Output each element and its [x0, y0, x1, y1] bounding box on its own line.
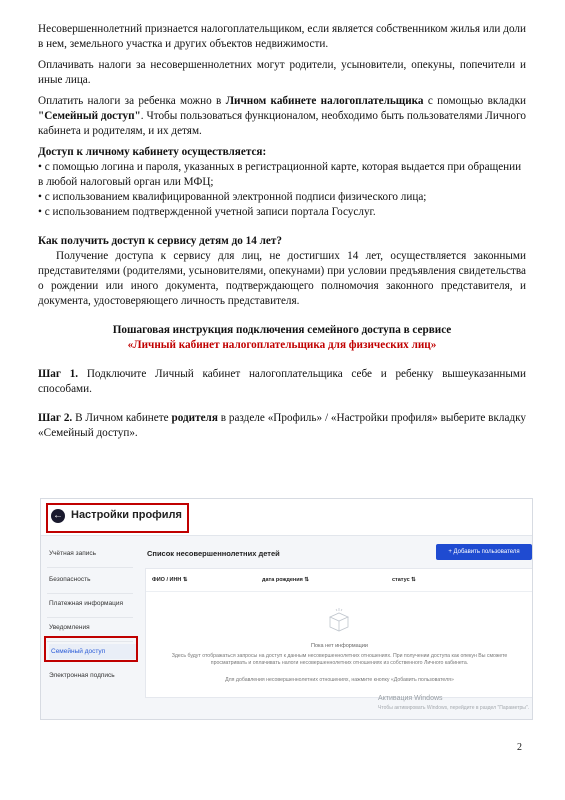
text-fragment: . Чтобы пользоваться функционалом, необходимо быть пользователями Личного кабинета и родителям, и их детям. [38, 110, 526, 137]
empty-state-description: Здесь будут отображаться запросы на доступ к данным несовершеннолетних отношениях. При получении доступа как опекун Вы сможете просматривать и оплачивать налоги несовершеннолетних отношениях из собственного Личного кабинета. [171, 653, 508, 666]
divider [47, 567, 133, 568]
access-item-gosuslugi: • с использованием подтвержденной учетной записи портала Госуслуг. [38, 206, 376, 218]
text-fragment: В Личном кабинете [72, 412, 172, 424]
emphasis-family-tab: "Семейный доступ" [38, 110, 141, 122]
empty-box-icon [327, 607, 351, 633]
document-body [38, 22, 526, 441]
access-heading: Доступ к личному кабинету осуществляется: [38, 146, 267, 158]
windows-activation-title: Активация Windows [378, 695, 443, 702]
screenshot-header [41, 499, 532, 536]
windows-activation-text: Чтобы активировать Windows, перейдите в раздел "Параметры". [378, 705, 530, 711]
column-header-status[interactable]: статус ⇅ [392, 577, 416, 583]
sidebar-item-e-signature[interactable]: Электронная подпись [49, 672, 115, 679]
access-item-login: • с помощью логина и пароля, указанных в регистрационной карте, которая выдается при обращении в любой налоговый орган или МФЦ; [38, 161, 522, 188]
access-item-signature: • с использованием квалифицированной электронной подписи физического лица; [38, 191, 427, 203]
step-2 [38, 411, 526, 441]
step-1 [38, 367, 526, 397]
sidebar-item-account[interactable]: Учётная запись [49, 550, 97, 557]
settings-sidebar [41, 536, 137, 719]
emphasis-parent: родителя [171, 412, 218, 424]
sidebar-item-notifications[interactable]: Уведомления [49, 624, 90, 631]
divider [47, 593, 133, 594]
step-1-text: Подключите Личный кабинет налогоплательщика себе и ребенку вышеуказанными способами. [38, 368, 526, 395]
instruction-title: Пошаговая инструкция подключения семейного доступа в сервисе [112, 324, 452, 336]
paragraph-payers: Оплачивать налоги за несовершеннолетних могут родители, усыновители, опекуны, попечители и иные лица. [38, 59, 526, 86]
column-header-birth-date[interactable]: дата рождения ⇅ [262, 577, 309, 583]
minors-list-title: Список несовершеннолетних детей [147, 549, 280, 558]
highlight-box-family-access [44, 636, 138, 662]
profile-settings-screenshot [40, 498, 533, 720]
empty-state-hint: Для добавления несовершеннолетних отношениях, нажмите кнопку «Добавить пользователя» [225, 677, 454, 683]
back-arrow-icon[interactable]: ← [53, 510, 63, 521]
under14-heading: Как получить доступ к сервису детям до 14 лет? [38, 235, 282, 247]
divider [47, 617, 133, 618]
text-fragment: с помощью вкладки [423, 95, 527, 107]
emphasis-cabinet: Личном кабинете налогоплательщика [225, 95, 424, 107]
paragraph-taxpayer: Несовершеннолетний признается налогоплательщиком, если является собственником жилья или доли в нем, земельного участка и других объектов недвижимости. [38, 23, 526, 50]
family-access-panel [145, 536, 533, 719]
sidebar-item-family-access[interactable]: Семейный доступ [49, 644, 137, 659]
empty-state-title: Пока нет информации [311, 643, 368, 649]
paragraph-family-access [38, 94, 526, 139]
sidebar-item-security[interactable]: Безопасность [49, 576, 91, 583]
divider [146, 591, 533, 592]
step-1-label: Шаг 1. [38, 368, 79, 380]
add-user-button[interactable]: + Добавить пользователя [436, 544, 532, 560]
sidebar-item-payment[interactable]: Платежная информация [49, 600, 124, 607]
step-2-label: Шаг 2. [38, 412, 73, 424]
screenshot-page-title: Настройки профиля [71, 509, 182, 521]
text-fragment: Оплатить налоги за ребенка можно в [38, 95, 226, 107]
highlight-box-title [46, 503, 189, 533]
column-header-name-inn[interactable]: ФИО / ИНН ⇅ [152, 577, 188, 583]
minors-table-card [145, 568, 533, 698]
text-fragment: в разделе «Профиль» / «Настройки профиля» выберите вкладку «Семейный доступ». [38, 412, 527, 439]
under14-text: Получение доступа к сервису для лиц, не достигших 14 лет, осуществляется законными представителями (родителями, усыновителями, опекунами) при условии предъявления свидетельства о рождении или иного документа, подтверждающего полномочия законного представителя, и документа, удостоверяющего личность представителя. [38, 250, 526, 307]
page-number: 2 [517, 742, 522, 753]
instruction-service: «Личный кабинет налогоплательщика для физических лиц» [127, 339, 437, 351]
